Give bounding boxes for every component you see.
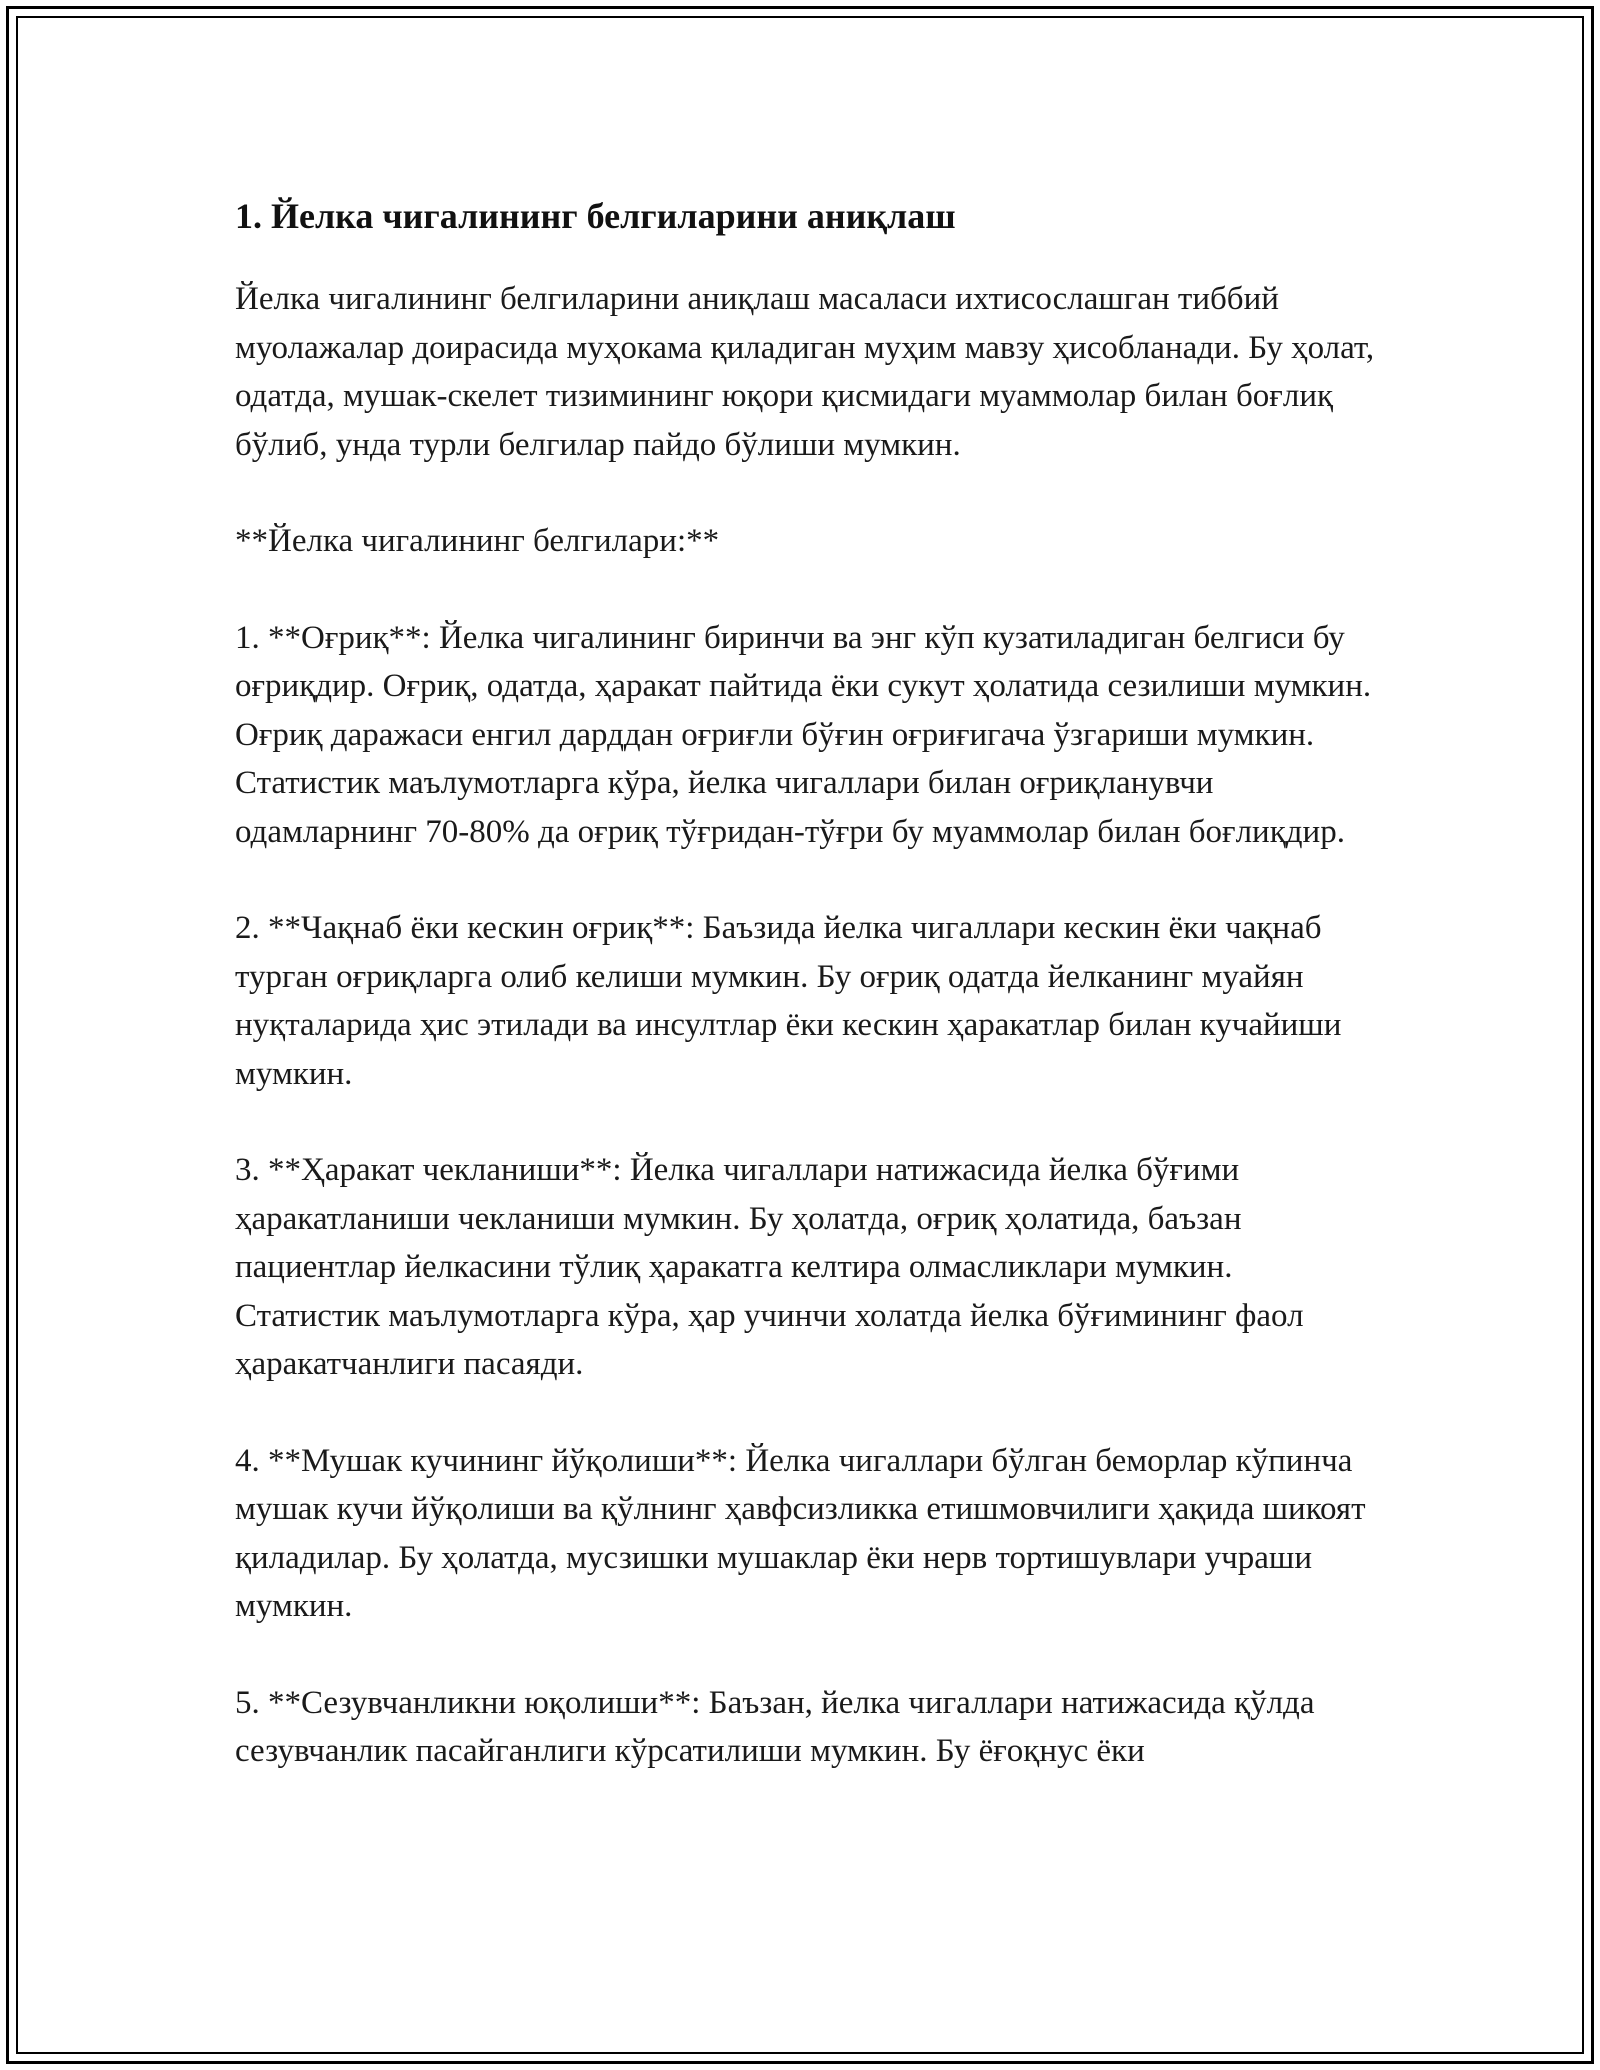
list-item-sharp-pain: 2. **Чақнаб ёки кескин оғриқ**: Баъзида йелка чигаллари кескин ёки чақнаб турган оғриқларга олиб келиши мумкин. Бу оғриқ одатда йелканинг муайян нуқталарида ҳис этилади ва инсултлар ёки кескин ҳаракатлар билан кучайиши мумкин. (235, 910, 1342, 1092)
list-item-pain: 1. **Оғриқ**: Йелка чигалининг биринчи ва энг кўп кузатиладиган белгиси бу оғриқдир. Оғриқ, одатда, ҳаракат пайтида ёки сукут ҳолатида сезилиши мумкин. Оғриқ даражаси енгил дарддан оғриғли бўғин оғриғигача ўзгариши мумкин. Статистик маълумотларга кўра, йелка чигаллари билан оғриқланувчи одамларнинг 70-80% да оғриқ тўғридан-тўғри бу муаммолар билан боғлиқдир. (235, 619, 1372, 850)
document-page (235, 185, 1385, 1824)
list-item-movement-limitation: 3. **Ҳаракат чекланиши**: Йелка чигаллари натижасида йелка бўғими ҳаракатланиши чекланиши мумкин. Бу ҳолатда, оғриқ ҳолатида, баъзан пациентлар йелкасини тўлиқ ҳаракатга келтира олмасликлари мумкин. Статистик маълумотларга кўра, ҳар учинчи холатда йелка бўғимининг фаол ҳаракатчанлиги пасаяди. (235, 1152, 1304, 1382)
intro-paragraph: Йелка чигалининг белгиларини аниқлаш масаласи ихтисослашган тиббий муолажалар доирасида муҳокама қиладиган муҳим мавзу ҳисобланади. Бу ҳолат, одатда, мушак-скелет тизимининг юқори қисмидаги муаммолар билан боғлиқ бўлиб, унда турли белгилар пайдо бўлиши мумкин. (235, 281, 1375, 463)
list-item-sensitivity-loss: 5. **Сезувчанликни юқолиши**: Баъзан, йелка чигаллари натижасида қўлда сезувчанлик пасайганлиги кўрсатилиши мумкин. Бу ёғоқнус ёки (235, 1684, 1315, 1769)
list-item-muscle-weakness: 4. **Мушак кучининг йўқолиши**: Йелка чигаллари бўлган беморлар кўпинча мушак кучи йўқолиши ва қўлнинг ҳавфсизликка етишмовчилиги ҳақида шикоят қиладилар. Бу ҳолатда, мусзишки мушаклар ёки нерв тортишувлари учраши мумкин. (235, 1442, 1366, 1624)
symptoms-subheading: **Йелка чигалининг белгилари:** (235, 523, 720, 559)
section-heading: 1. Йелка чигалининг белгиларини аниқлаш (235, 196, 956, 236)
